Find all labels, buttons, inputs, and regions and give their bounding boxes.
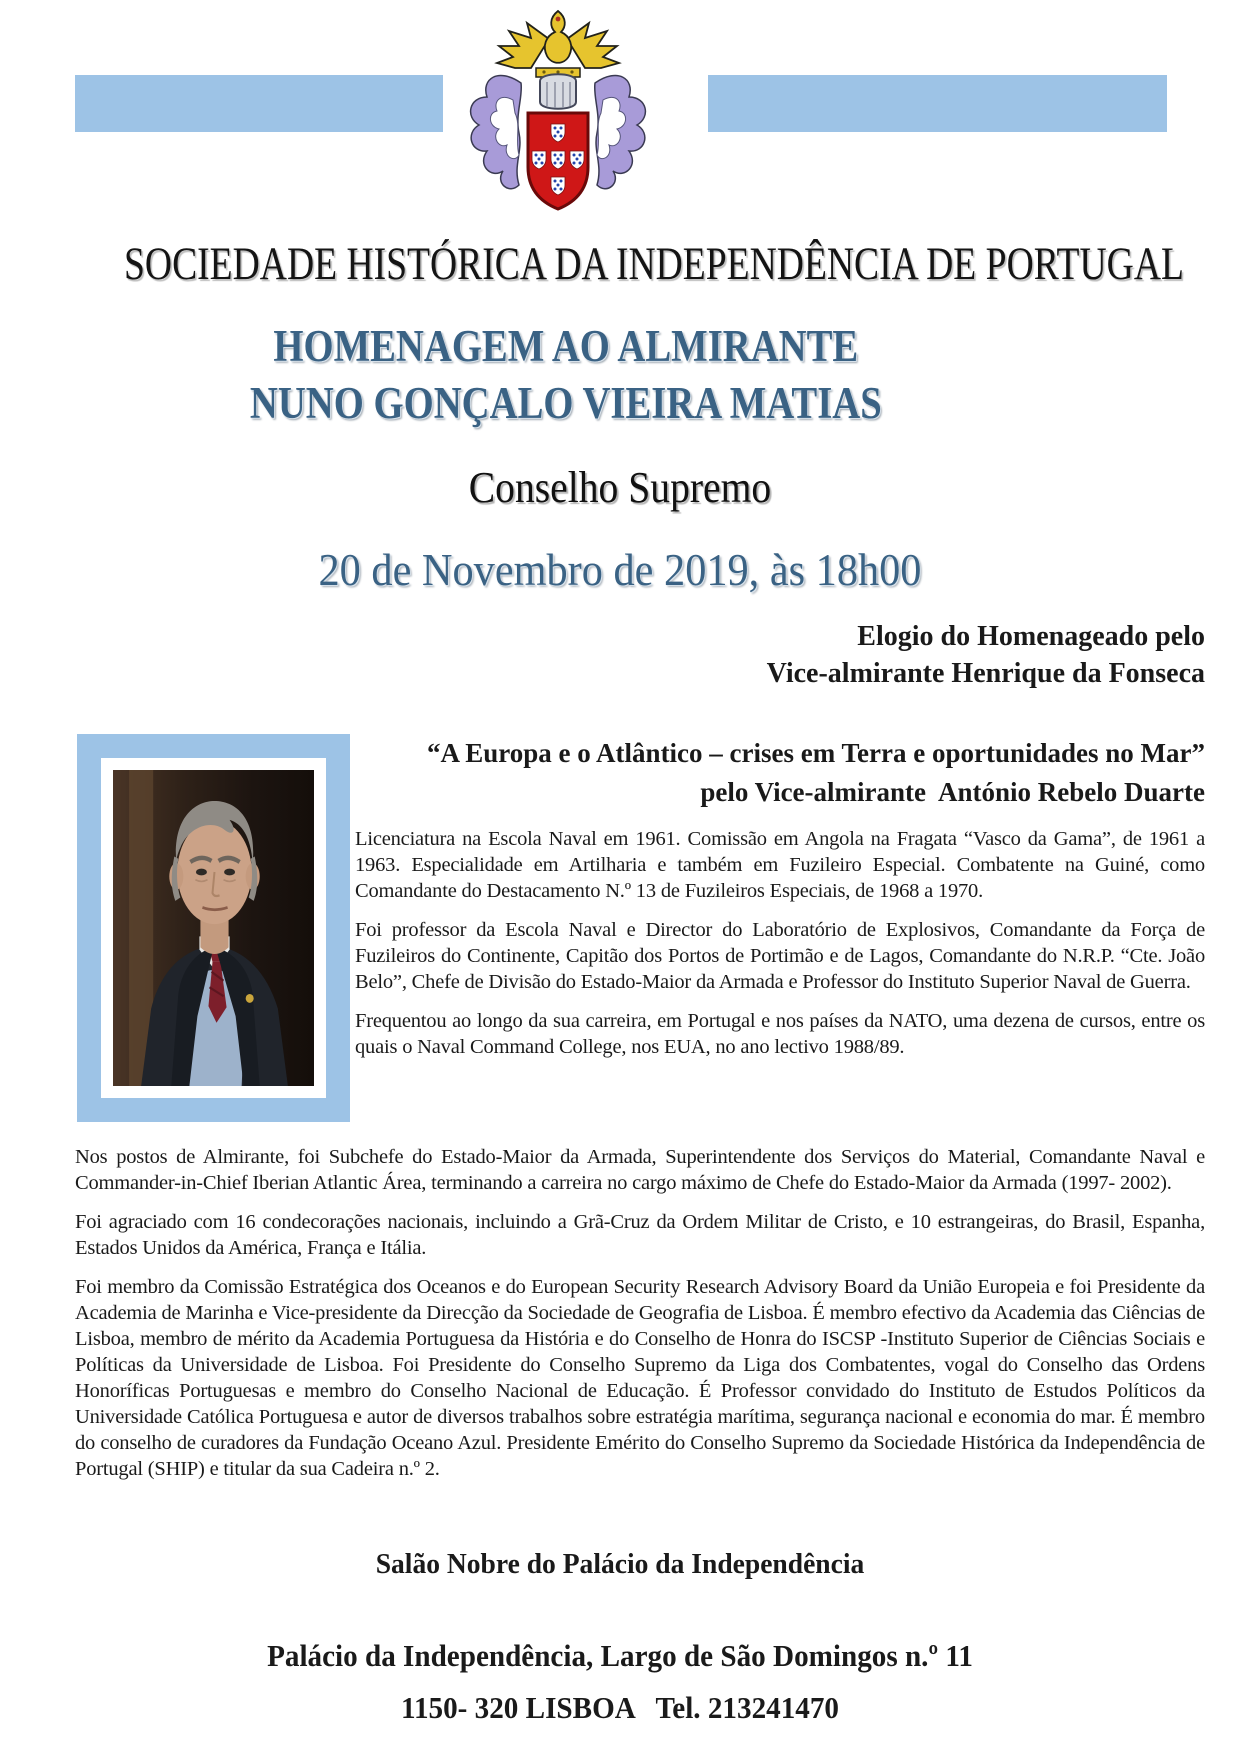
bio-paragraph: Nos postos de Almirante, foi Subchefe do Estado-Maior da Armada, Superintendente dos Serviços do Material, Comandante Naval e Commander-in-Chief Iberian Atlantic Área, terminando a carreira no cargo máximo de Chefe do Estado-Maior da Armada (1997- 2002). xyxy=(75,1146,1205,1194)
blue-band-right xyxy=(708,75,1167,132)
eulogy-credit xyxy=(75,618,1205,692)
bio-paragraph: Foi agraciado com 16 condecorações nacionais, incluindo a Grã-Cruz da Ordem Militar de Cristo, e 10 estrangeiras, do Brasil, Espanha, Estados Unidos da América, França e Itália. xyxy=(75,1211,1205,1259)
society-title: SOCIEDADE HISTÓRICA DA INDEPENDÊNCIA DE PORTUGAL xyxy=(124,238,1184,290)
bio-paragraph: Foi professor da Escola Naval e Director do Laboratório de Explosivos, Comandante da Força de Fuzileiros do Continente, Capitão dos Portos de Portimão e de Lagos, Comandante do N.R.P. “Cte. João Belo”, Chefe de Divisão do Estado-Maior da Armada e Professor do Instituto Superior Naval de Guerra. xyxy=(355,919,1205,993)
lecture-title-line2: pelo Vice-almirante António Rebelo Duarte xyxy=(700,777,1205,807)
eulogy-line2: Vice-almirante Henrique da Fonseca xyxy=(766,658,1205,689)
lecture-title-line1: “A Europa e o Atlântico – crises em Terra e oportunidades no Mar” xyxy=(427,738,1205,768)
bio-full-width xyxy=(75,1144,1205,1482)
portrait-photo xyxy=(77,734,350,1122)
address-block xyxy=(37,1630,1203,1734)
main-section xyxy=(75,734,1205,1126)
bio-paragraph: Frequentou ao longo da sua carreira, em Portugal e nos países da NATO, uma dezena de cursos, entre os quais o Naval Command College, nos EUA, no ano lectivo 1988/89. xyxy=(355,1010,1205,1058)
bio-paragraph: Foi membro da Comissão Estratégica dos Oceanos e do European Security Research Advisory Board da União Europeia e foi Presidente da Academia de Marinha e Vice-presidente da Direcção da Sociedade de Geografia de Lisboa. É membro efectivo da Academia das Ciências de Lisboa, membro de mérito da Academia Portuguesa da História e do Conselho de Honra do ISCSP -Instituto Superior de Ciências Sociais e Políticas da Universidade de Lisboa. Foi Presidente do Conselho Supremo da Liga dos Combatentes, vogal do Conselho das Ordens Honoríficas Portuguesas e membro do Conselho Nacional de Educação. É Professor convidado do Instituto de Estudos Políticos da Universidade Católica Portuguesa e autor de diversos trabalhos sobre estratégia marítima, segurança nacional e economia do mar. É membro do conselho de curadores da Fundação Oceano Azul. Presidente Emérito do Conselho Supremo da Sociedade Histórica da Independência de Portugal (SHIP) e titular da sua Cadeira n.º 2. xyxy=(75,1276,1205,1480)
event-headline xyxy=(87,318,1153,432)
address-line2: 1150- 320 LISBOA Tel. 213241470 xyxy=(400,1690,840,1725)
bio-column xyxy=(355,734,1205,1060)
coat-of-arms-crest-icon xyxy=(443,4,673,218)
eulogy-line1: Elogio do Homenageado pelo xyxy=(857,621,1205,652)
address-line1: Palácio da Independência, Largo de São Domingos n.º 11 xyxy=(267,1638,973,1673)
content-area xyxy=(0,618,1240,1482)
venue-line: Salão Nobre do Palácio da Independência xyxy=(375,1548,865,1580)
event-datetime: 20 de Novembro de 2019, às 18h00 xyxy=(318,544,922,595)
event-headline-line2: NUNO GONÇALO VIEIRA MATIAS xyxy=(249,378,882,428)
event-headline-line1: HOMENAGEM AO ALMIRANTE xyxy=(273,321,859,371)
lecture-title xyxy=(355,734,1205,812)
bio-paragraph: Licenciatura na Escola Naval em 1961. Comissão em Angola na Fragata “Vasco da Gama”, de 1961 a 1963. Especialidade em Artilharia e também em Fuzileiro Especial. Combatente na Guiné, como Comandante do Destacamento N.º 13 de Fuzileiros Especiais, de 1968 a 1970. xyxy=(355,828,1205,902)
event-subtitle: Conselho Supremo xyxy=(468,463,772,512)
header xyxy=(0,0,1240,220)
